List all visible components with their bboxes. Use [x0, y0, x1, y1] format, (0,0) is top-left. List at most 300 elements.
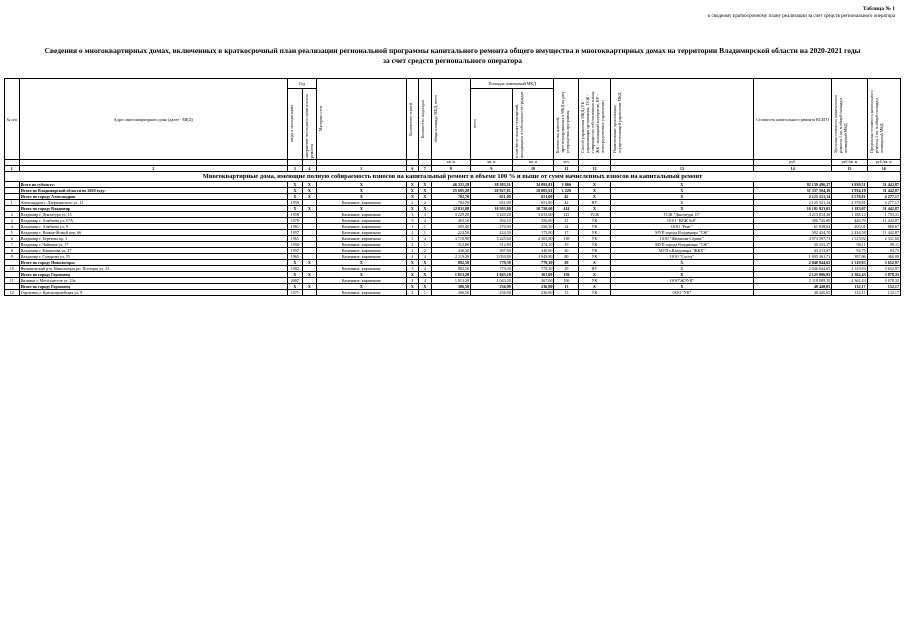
row-mgmt-org: ООО "Жилкомм-Сервис" — [610, 236, 754, 242]
title-line-2: за счет средств регионального оператора — [383, 56, 522, 65]
col-year-commission-label: ввода в эксплуатацию — [289, 105, 295, 143]
table-body — [5, 182, 901, 296]
col-number: 4 — [302, 166, 317, 172]
row-number: 9 — [5, 254, 20, 260]
row-year-repair: X — [302, 188, 317, 194]
row-wall-material: X — [317, 188, 406, 194]
row-cost-total: 48 440,05 — [754, 290, 832, 296]
row-residents: 80 — [554, 254, 579, 260]
row-unit-cost: 2 362,43 — [832, 278, 867, 284]
row-year-commission: 1957 — [288, 230, 303, 236]
row-max-unit-cost: 4 277,17 — [867, 194, 900, 200]
row-unit-cost: 2 319,93 — [832, 266, 867, 272]
row-mgmt-method: X — [579, 272, 610, 278]
row-entrances: 1 — [419, 224, 431, 230]
col-mgmt-method-label: Способ управления МКД (УК - управляющая организация, ТСЖ - товарищество собственников жилья, ЖК - жилищный кооператив, НУ - непосредственное управление) — [580, 90, 606, 153]
row-wall-material: Каменные, кирпичные — [317, 290, 406, 296]
row-entrances: 2 — [419, 200, 431, 206]
row-area-all: 651,00 — [471, 194, 513, 200]
row-wall-material: Каменные, кирпичные — [317, 242, 406, 248]
row-floors: 2 — [406, 248, 418, 254]
row-entrances: X — [419, 284, 431, 290]
row-cost-total: 82 139 496,27 — [754, 182, 832, 188]
row-entrances: 1 — [419, 230, 431, 236]
row-residents: 17 — [554, 230, 579, 236]
row-floors: 3 — [406, 224, 418, 230]
row-total-area: 436,30 — [431, 248, 471, 254]
row-total-area: 305,40 — [431, 224, 471, 230]
row-mgmt-method: УК — [579, 254, 610, 260]
row-area-residents: 2 503,80 — [512, 236, 554, 242]
row-mgmt-org: МУП города Владимира "УЖ" — [610, 242, 754, 248]
row-entrances: X — [419, 260, 431, 266]
col-area-all-label: всего — [472, 119, 478, 129]
col-number: 3 — [288, 166, 303, 172]
col-unit-cost — [832, 79, 867, 160]
col-number: 9 — [471, 166, 513, 172]
row-wall-material: Каменные, кирпичные — [317, 266, 406, 272]
row-area-all: 779,30 — [471, 260, 513, 266]
row-residents: 138 — [554, 236, 579, 242]
row-cost-total: 43 213,07 — [754, 248, 832, 254]
row-mgmt-method: УК — [579, 278, 610, 284]
row-mgmt-method: X — [579, 260, 610, 266]
row-max-unit-cost: 460,09 — [867, 254, 900, 260]
row-area-residents: 779,30 — [512, 266, 554, 272]
row-cost-total: 51 337 504,10 — [754, 188, 832, 194]
row-cost-total: 48 440,05 — [754, 284, 832, 290]
row-residents: 1 229 — [554, 188, 579, 194]
table-row — [5, 290, 901, 296]
row-mgmt-method: УК — [579, 236, 610, 242]
row-residents: 121 — [554, 212, 579, 218]
row-mgmt-org: X — [610, 188, 754, 194]
row-number: 6 — [5, 236, 20, 242]
row-residents: 42 — [554, 200, 579, 206]
row-entrances: 2 — [419, 248, 431, 254]
col-cost-total: Стоимость капитального ремонта ВСЕГО — [754, 79, 832, 160]
row-year-repair — [302, 290, 317, 296]
row-year-repair: X — [302, 182, 317, 188]
col-total-area-label: общая площадь МКД, всего — [432, 95, 438, 143]
col-number: 10 — [512, 166, 554, 172]
row-max-unit-cost: 3 652,97 — [867, 266, 900, 272]
table-subtitle: к сводному краткосрочному плану реализации за счет средств регионального оператора — [707, 14, 895, 19]
row-wall-material: X — [317, 206, 406, 212]
row-entrances: 4 — [419, 236, 431, 242]
row-entrances: 4 — [419, 218, 431, 224]
row-max-unit-cost: 4 277,17 — [867, 200, 900, 206]
row-area-residents: 367,00 — [512, 272, 554, 278]
row-year-repair: X — [302, 206, 317, 212]
row-floors: X — [406, 260, 418, 266]
row-unit-cost: 2 434,58 — [832, 230, 867, 236]
row-year-commission: X — [288, 206, 303, 212]
row-cost-total: 61 039,63 — [754, 224, 832, 230]
row-area-all: 1 043,20 — [471, 272, 513, 278]
row-wall-material: Каменные, кирпичные — [317, 200, 406, 206]
row-year-commission: 1971 — [288, 290, 303, 296]
col-max-unit-cost — [867, 79, 900, 160]
row-area-residents: 474,10 — [512, 242, 554, 248]
row-number: 10 — [5, 266, 20, 272]
row-floors: 4 — [406, 278, 418, 284]
row-mgmt-method: УК — [579, 290, 610, 296]
row-residents: 414 — [554, 206, 579, 212]
row-residents: 29 — [554, 266, 579, 272]
row-max-unit-cost: 94,75 — [867, 248, 900, 254]
row-cost-total: 1 005 361,71 — [754, 254, 832, 260]
row-entrances: 1 — [419, 242, 431, 248]
row-mgmt-method: УК — [579, 242, 610, 248]
row-entrances: 4 — [419, 266, 431, 272]
row-mgmt-org: X — [610, 206, 754, 212]
row-floors: 2 — [406, 290, 418, 296]
col-mgmt-org — [610, 79, 754, 160]
row-address: Итого по городу Гороховец — [19, 284, 287, 290]
row-unit-cost: 397,86 — [832, 254, 867, 260]
row-area-residents: 256,30 — [512, 224, 554, 230]
houses-table — [4, 78, 901, 296]
row-unit-cost: 2 578,81 — [832, 200, 867, 206]
row-address: Владимир г, Суворова ул, 55 — [19, 254, 287, 260]
col-year-repair-label: завершение последнего капитального ремонта — [303, 93, 314, 158]
row-cost-total: 306 745,06 — [754, 218, 832, 224]
row-wall-material: Каменные, кирпичные — [317, 236, 406, 242]
row-total-area: 512,80 — [431, 242, 471, 248]
row-unit-cost: 1 934,18 — [832, 188, 867, 194]
row-number: 12 — [5, 290, 20, 296]
row-wall-material: X — [317, 182, 406, 188]
col-address: Адрес многоквартирного дома (далее - МКД) — [19, 79, 287, 160]
row-area-residents: 18 005,61 — [512, 188, 554, 194]
row-total-area: 882,50 — [431, 266, 471, 272]
unit-cell: чел. — [554, 160, 579, 166]
row-cost-total: 2 125 006,93 — [754, 272, 832, 278]
row-year-commission: X — [288, 188, 303, 194]
row-floors: 2 — [406, 230, 418, 236]
row-area-residents: 236,90 — [512, 290, 554, 296]
row-year-commission: X — [288, 182, 303, 188]
col-number: 7 — [419, 166, 431, 172]
col-number: 6 — [406, 166, 418, 172]
col-max-unit-cost-label: Предельная стоимость капитального ремонта 1 кв. м общей площади помещений МКД — [868, 90, 884, 153]
row-unit-cost: 205,01 — [832, 224, 867, 230]
row-year-commission: 1957 — [288, 248, 303, 254]
col-mgmt-method — [579, 79, 610, 160]
row-area-all: 3 229,20 — [471, 212, 513, 218]
row-entrances: 4 — [419, 278, 431, 284]
row-wall-material: X — [317, 194, 406, 200]
row-residents: 13 — [554, 284, 579, 290]
col-premises-group: Площадь помещений МКД — [471, 79, 554, 89]
row-unit-cost: 132,17 — [832, 290, 867, 296]
col-entrances-label: Количество подъездов — [420, 99, 426, 139]
row-max-unit-cost: 3 652,97 — [867, 260, 900, 266]
row-area-residents: 367,00 — [512, 278, 554, 284]
row-wall-material: Каменные, кирпичные — [317, 278, 406, 284]
row-year-commission: 1961 — [288, 224, 303, 230]
col-year-group: Год — [288, 79, 317, 89]
row-year-commission: 1959 — [288, 200, 303, 206]
row-area-residents: 175,00 — [512, 230, 554, 236]
row-wall-material: Каменные, кирпичные — [317, 230, 406, 236]
row-address: Владимир г, Алябьева ул, 9 — [19, 224, 287, 230]
title-line-1: Сведения о многоквартирных домах, включенных в краткосрочный план реализации региональной программы капитального ремонта общего имущества в многоквартирных домах на территории Владимирской области на 2020-2021 годы — [44, 46, 861, 55]
col-number: 12 — [579, 166, 610, 172]
col-number: 13 — [610, 166, 754, 172]
row-mgmt-org: МУП г.Владимира "ЖКХ" — [610, 248, 754, 254]
row-cost-total: 592 454,70 — [754, 230, 832, 236]
row-area-residents: 236,90 — [512, 284, 554, 290]
row-max-unit-cost: 11 442,87 — [867, 230, 900, 236]
row-area-residents: 651,00 — [512, 194, 554, 200]
row-cost-total: 50 333,37 — [754, 242, 832, 248]
row-number: 5 — [5, 230, 20, 236]
row-residents: 156 — [554, 272, 579, 278]
col-residents-label: Количество жителей, зарегистрированных в МКД на дату утверждения программы — [555, 91, 571, 153]
row-cost-total: 2 125 521,14 — [754, 194, 832, 200]
row-area-all: 2 054,80 — [471, 254, 513, 260]
row-cost-total: 16 101 923,03 — [754, 206, 832, 212]
row-year-commission: X — [288, 284, 303, 290]
row-max-unit-cost: 860,67 — [867, 224, 900, 230]
row-total-area: 702,70 — [431, 194, 471, 200]
row-area-residents: 10 750,60 — [512, 206, 554, 212]
row-total-area: 702,70 — [431, 200, 471, 206]
row-total-area: 306,50 — [431, 284, 471, 290]
row-year-commission: 1965 — [288, 236, 303, 242]
row-area-residents: 651,00 — [512, 200, 554, 206]
row-max-unit-cost: 11 442,87 — [867, 188, 900, 194]
row-number: 1 — [5, 200, 20, 206]
row-max-unit-cost: 11 442,87 — [867, 218, 900, 224]
row-year-repair: X — [302, 194, 317, 200]
row-unit-cost: 446,79 — [832, 218, 867, 224]
row-number: 3 — [5, 218, 20, 224]
row-unit-cost: 2 578,81 — [832, 194, 867, 200]
row-mgmt-method: X — [579, 206, 610, 212]
row-max-unit-cost: 132,17 — [867, 290, 900, 296]
unit-cell: кв. м — [431, 160, 471, 166]
row-cost-total: 4 213 014,30 — [754, 212, 832, 218]
row-year-commission: 1976 — [288, 218, 303, 224]
row-mgmt-org: Х — [610, 200, 754, 206]
table-number: Таблица № 1 — [862, 6, 895, 12]
row-area-all: 651,00 — [471, 200, 513, 206]
row-mgmt-org: X — [610, 260, 754, 266]
row-address: Итого по городу Гороховец — [19, 272, 287, 278]
row-area-all: 224,50 — [471, 230, 513, 236]
col-num: № п/п — [5, 79, 20, 160]
row-total-area: 882,50 — [431, 260, 471, 266]
row-year-repair: X — [302, 284, 317, 290]
row-entrances: 3 — [419, 212, 431, 218]
row-area-all: 236,90 — [471, 290, 513, 296]
row-year-commission: X — [288, 260, 303, 266]
row-unit-cost: 1 183,07 — [832, 206, 867, 212]
row-mgmt-org: ООО"ЖЭУК" — [610, 278, 754, 284]
row-entrances: X — [419, 182, 431, 188]
row-year-commission: X — [288, 272, 303, 278]
row-entrances: 4 — [419, 254, 431, 260]
row-year-commission: 1956 — [288, 242, 303, 248]
row-year-commission: 1958 — [288, 212, 303, 218]
row-cost-total: 2 046 844,65 — [754, 260, 832, 266]
row-area-all: 20 927,81 — [471, 188, 513, 194]
row-area-all: 512,80 — [471, 242, 513, 248]
row-wall-material: Каменные, кирпичные — [317, 218, 406, 224]
row-address: Гороховец г, Красноармейская ул, 8 — [19, 290, 287, 296]
row-year-commission: 1982 — [288, 266, 303, 272]
col-area-residents-label: в том числе жилых помещений, находящихся в собственности граждан — [513, 91, 524, 158]
row-total-area: 3 718,90 — [431, 236, 471, 242]
row-year-commission: 2007 — [288, 278, 303, 284]
row-area-all: 276,90 — [471, 224, 513, 230]
col-entrances — [419, 79, 431, 160]
row-floors: X — [406, 188, 418, 194]
row-total-area: 1 813,20 — [431, 272, 471, 278]
row-mgmt-method: X — [579, 194, 610, 200]
section-title: Многоквартирные дома, имеющие полную собираемость взносов на капитальный ремонт в объеме 100 % и выше от сумм начисленных взносов на капитальный ремонт — [5, 172, 901, 182]
row-residents: 13 — [554, 290, 579, 296]
row-wall-material: Каменные, кирпичные — [317, 224, 406, 230]
row-residents: 156 — [554, 278, 579, 284]
row-entrances: X — [419, 188, 431, 194]
row-mgmt-org: X — [610, 194, 754, 200]
row-address: Владимир г, Алябьева ул, 17А — [19, 218, 287, 224]
row-mgmt-org: ООО "Сосед" — [610, 254, 754, 260]
row-entrances: X — [419, 272, 431, 278]
row-mgmt-method: X — [579, 188, 610, 194]
row-mgmt-org: Х — [610, 266, 754, 272]
row-address: Владимир г, Березова пр, 3 — [19, 236, 287, 242]
row-mgmt-method: ТСЖ — [579, 212, 610, 218]
row-entrances: X — [419, 206, 431, 212]
row-area-residents: 779,30 — [512, 260, 554, 266]
row-area-all: 3 245,60 — [471, 236, 513, 242]
col-number: 5 — [317, 166, 406, 172]
row-wall-material: Каменные, кирпичные — [317, 212, 406, 218]
col-wall-material-label: Материал стен — [318, 106, 324, 132]
row-address: Александров г, Дзержинского ул, 13 — [19, 200, 287, 206]
row-unit-cost: 132,17 — [832, 284, 867, 290]
header-row-1 — [5, 79, 901, 89]
unit-cell: кв. м — [471, 160, 513, 166]
row-area-residents: 340,00 — [512, 248, 554, 254]
row-floors: 3 — [406, 266, 418, 272]
row-total-area: 306,50 — [431, 290, 471, 296]
row-wall-material: X — [317, 284, 406, 290]
row-total-area: 2 119,20 — [431, 254, 471, 260]
row-floors: 5 — [406, 218, 418, 224]
col-area-all — [471, 89, 513, 160]
row-residents: 1 866 — [554, 182, 579, 188]
row-unit-cost: 1 939,51 — [832, 182, 867, 188]
row-mgmt-method: УК — [579, 218, 610, 224]
col-number: 1 — [5, 166, 20, 172]
document-title — [20, 46, 885, 66]
col-number: 2 — [19, 166, 287, 172]
col-floors-label: Количество этажей — [407, 102, 413, 136]
col-mgmt-org-label: Наименование организации, осуществляющей управление МКД — [611, 92, 622, 153]
row-max-unit-cost: 2 331,60 — [867, 236, 900, 242]
row-area-all: 394,10 — [471, 218, 513, 224]
unit-cell: руб. — [754, 160, 832, 166]
row-area-all: 38 393,31 — [471, 182, 513, 188]
row-max-unit-cost: 98,11 — [867, 242, 900, 248]
row-total-area: 46 321,18 — [431, 182, 471, 188]
unit-cell: руб./кв. м — [832, 160, 867, 166]
row-address: Владимир г, Чайкина ул, 17 — [19, 242, 287, 248]
row-floors: X — [406, 194, 418, 200]
col-year-commission — [288, 89, 303, 160]
row-cost-total: 2 118 089,15 — [754, 278, 832, 284]
row-total-area: 403,10 — [431, 218, 471, 224]
row-area-residents: 34 095,81 — [512, 182, 554, 188]
row-cost-total: 2 125 521,14 — [754, 200, 832, 206]
row-total-area: 3 229,20 — [431, 212, 471, 218]
row-residents: 14 — [554, 224, 579, 230]
row-floors: X — [406, 182, 418, 188]
row-mgmt-org: ООО "ВУЖ №8" — [610, 218, 754, 224]
row-unit-cost: 1 513,92 — [832, 236, 867, 242]
row-floors: X — [406, 284, 418, 290]
section-header-row — [5, 172, 901, 182]
row-unit-cost: 2 319,93 — [832, 260, 867, 266]
row-max-unit-cost: 3 878,35 — [867, 272, 900, 278]
row-entrances: 1 — [419, 290, 431, 296]
row-cost-total: 2 046 844,65 — [754, 266, 832, 272]
row-area-all: 397,60 — [471, 248, 513, 254]
row-residents: 20 — [554, 248, 579, 254]
row-area-all: 779,30 — [471, 266, 513, 272]
col-number: 14 — [754, 166, 832, 172]
row-year-commission: 1965 — [288, 254, 303, 260]
row-unit-cost: 98,11 — [832, 242, 867, 248]
row-unit-cost: 2 362,43 — [832, 272, 867, 278]
row-mgmt-org: ООО "Ремс" — [610, 224, 754, 230]
row-address: Владимир г, Диктатура ул, 15 — [19, 212, 287, 218]
row-floors: X — [406, 206, 418, 212]
row-mgmt-org: X — [610, 272, 754, 278]
row-area-all: 10 593,80 — [471, 206, 513, 212]
row-address: Итого по городу Владимир — [19, 206, 287, 212]
table-number-note — [708, 6, 895, 20]
col-year-repair — [302, 89, 317, 160]
row-mgmt-org: МУП города Владимира "УЖ" — [610, 230, 754, 236]
row-mgmt-method: УК — [579, 248, 610, 254]
row-year-repair: X — [302, 260, 317, 266]
row-floors: 2 — [406, 200, 418, 206]
row-mgmt-method: УК — [579, 230, 610, 236]
row-entrances: X — [419, 194, 431, 200]
row-cost-total: 4 973 597,73 — [754, 236, 832, 242]
col-unit-cost-label: Удельная стоимость капитального ремонта 1 кв. м общей площади помещений МКД — [833, 94, 849, 153]
row-area-all: 236,90 — [471, 284, 513, 290]
row-mgmt-method: НУ — [579, 266, 610, 272]
row-mgmt-org: ТСЖ "Диктатура 15" — [610, 212, 754, 218]
row-mgmt-method: НУ — [579, 200, 610, 206]
row-mgmt-org: X — [610, 284, 754, 290]
row-residents: 42 — [554, 194, 579, 200]
row-wall-material: X — [317, 272, 406, 278]
row-wall-material: Каменные, кирпичные — [317, 248, 406, 254]
row-max-unit-cost: 1 793,31 — [867, 212, 900, 218]
col-number: 11 — [554, 166, 579, 172]
row-residents: 29 — [554, 260, 579, 266]
row-address: Владимир г, Нижне-Живой пер, 66 — [19, 230, 287, 236]
